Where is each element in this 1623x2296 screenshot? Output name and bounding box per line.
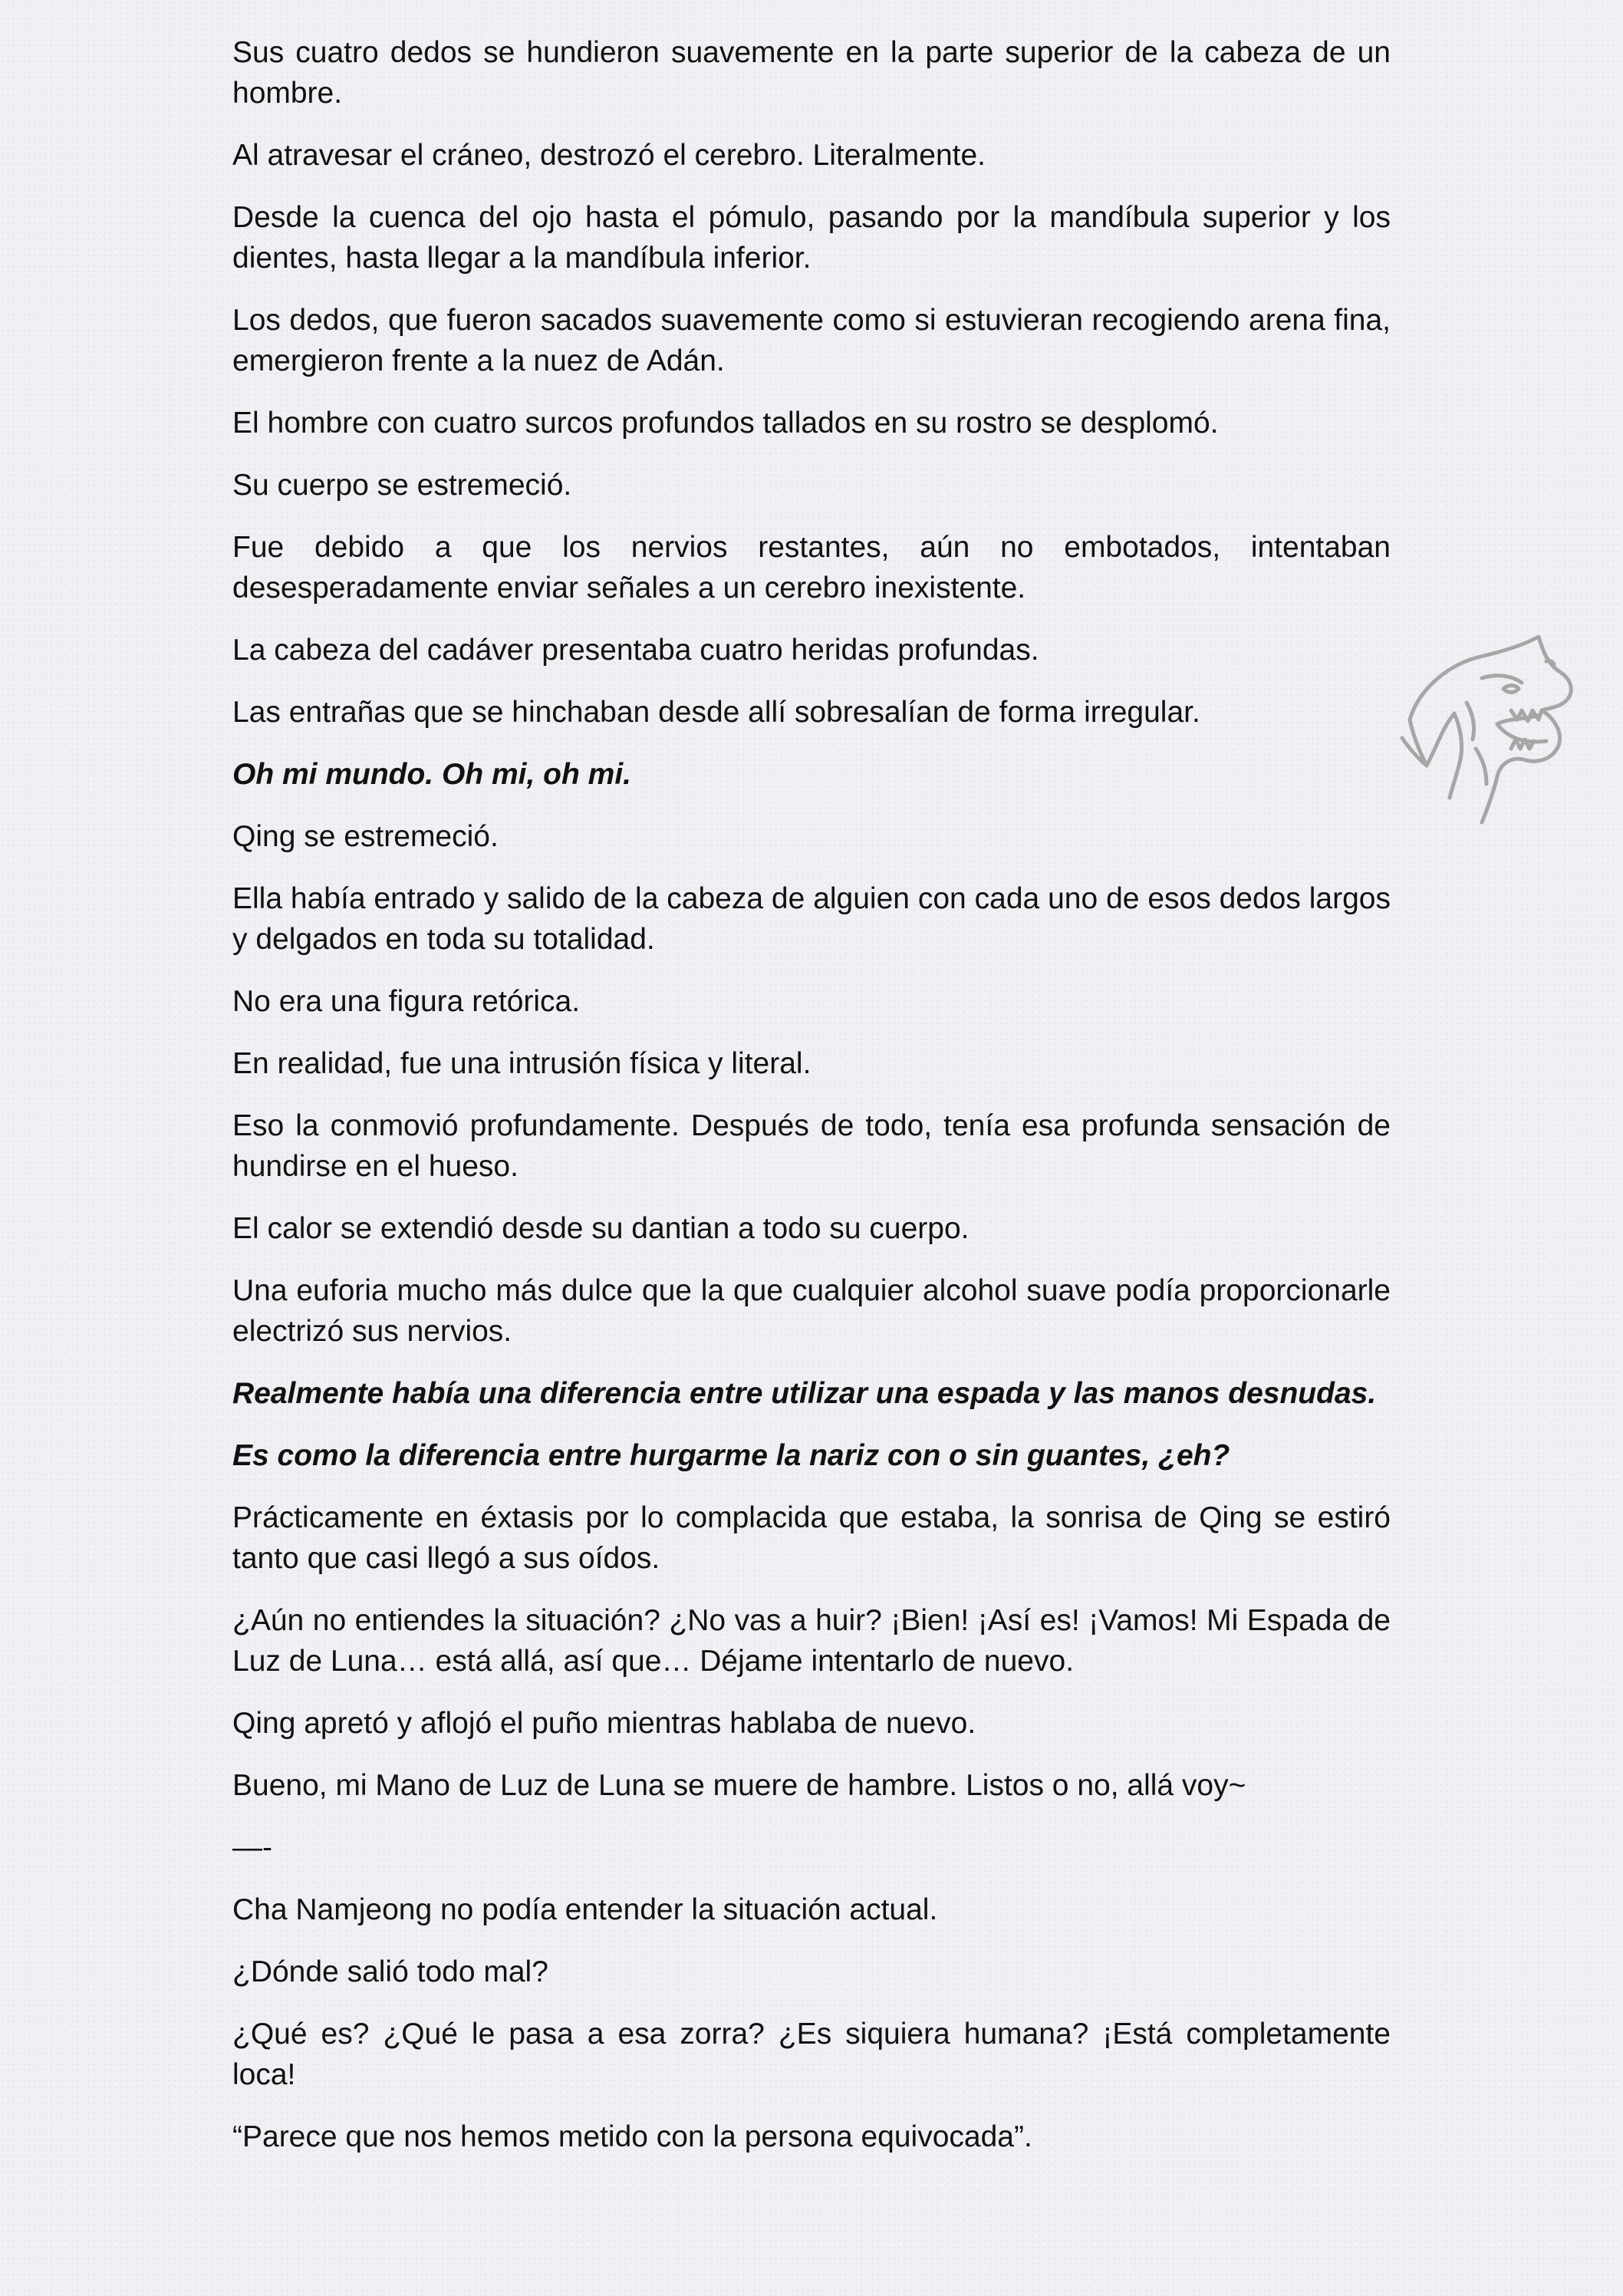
paragraph: Desde la cuenca del ojo hasta el pómulo, pasando por la mandíbula superior y los dientes, hasta llegar a la mandíbula inferior.: [232, 201, 1391, 275]
paragraph: ¿Qué es? ¿Qué le pasa a esa zorra? ¿Es siquiera humana? ¡Está completamente loca!: [232, 2018, 1391, 2091]
document-body: [232, 32, 1391, 2179]
paragraph: ¿Aún no entiendes la situación? ¿No vas a huir? ¡Bien! ¡Así es! ¡Vamos! Mi Espada de Luz de Luna… está allá, así que… Déjame intentarlo de nuevo.: [232, 1604, 1391, 1678]
paragraph: Las entrañas que se hinchaban desde allí sobresalían de forma irregular.: [232, 696, 1200, 729]
paragraph: Qing apretó y aflojó el puño mientras hablaba de nuevo.: [232, 1707, 976, 1740]
paragraph: Eso la conmovió profundamente. Después de todo, tenía esa profunda sensación de hundirse en el hueso.: [232, 1109, 1391, 1183]
paragraph: En realidad, fue una intrusión física y literal.: [232, 1047, 812, 1080]
emphasized-paragraph: Realmente había una diferencia entre utilizar una espada y las manos desnudas.: [232, 1377, 1377, 1410]
paragraph: El hombre con cuatro surcos profundos tallados en su rostro se desplomó.: [232, 407, 1219, 440]
paragraph: ¿Dónde salió todo mal?: [232, 1955, 548, 1988]
emphasized-paragraph: Es como la diferencia entre hurgarme la nariz con o sin guantes, ¿eh?: [232, 1439, 1230, 1472]
paragraph: Los dedos, que fueron sacados suavemente como si estuvieran recogiendo arena fina, emergieron frente a la nuez de Adán.: [232, 304, 1391, 377]
paragraph: Fue debido a que los nervios restantes, aún no embotados, intentaban desesperadamente enviar señales a un cerebro inexistente.: [232, 531, 1391, 604]
section-separator: —-: [232, 1831, 272, 1864]
paragraph: Una euforia mucho más dulce que la que cualquier alcohol suave podía proporcionarle electrizó sus nervios.: [232, 1274, 1391, 1348]
paragraph: Prácticamente en éxtasis por lo complacida que estaba, la sonrisa de Qing se estiró tanto que casi llegó a sus oídos.: [232, 1501, 1391, 1575]
paragraph: Al atravesar el cráneo, destrozó el cerebro. Literalmente.: [232, 139, 986, 172]
paragraph: “Parece que nos hemos metido con la persona equivocada”.: [232, 2120, 1032, 2153]
emphasized-paragraph: Oh mi mundo. Oh mi, oh mi.: [232, 758, 631, 791]
paragraph: Su cuerpo se estremeció.: [232, 469, 572, 502]
paragraph: Sus cuatro dedos se hundieron suavemente en la parte superior de la cabeza de un hombre.: [232, 36, 1391, 110]
paragraph: Cha Namjeong no podía entender la situación actual.: [232, 1893, 938, 1926]
paragraph: Ella había entrado y salido de la cabeza de alguien con cada uno de esos dedos largos y delgados en toda su totalidad.: [232, 882, 1391, 956]
paragraph: El calor se extendió desde su dantian a todo su cuerpo.: [232, 1212, 970, 1245]
paragraph: Qing se estremeció.: [232, 820, 499, 853]
paragraph: No era una figura retórica.: [232, 985, 581, 1018]
paragraph: La cabeza del cadáver presentaba cuatro heridas profundas.: [232, 634, 1039, 667]
dinosaur-head-icon: [1396, 634, 1577, 825]
paragraph: Bueno, mi Mano de Luz de Luna se muere de hambre. Listos o no, allá voy~: [232, 1769, 1246, 1802]
